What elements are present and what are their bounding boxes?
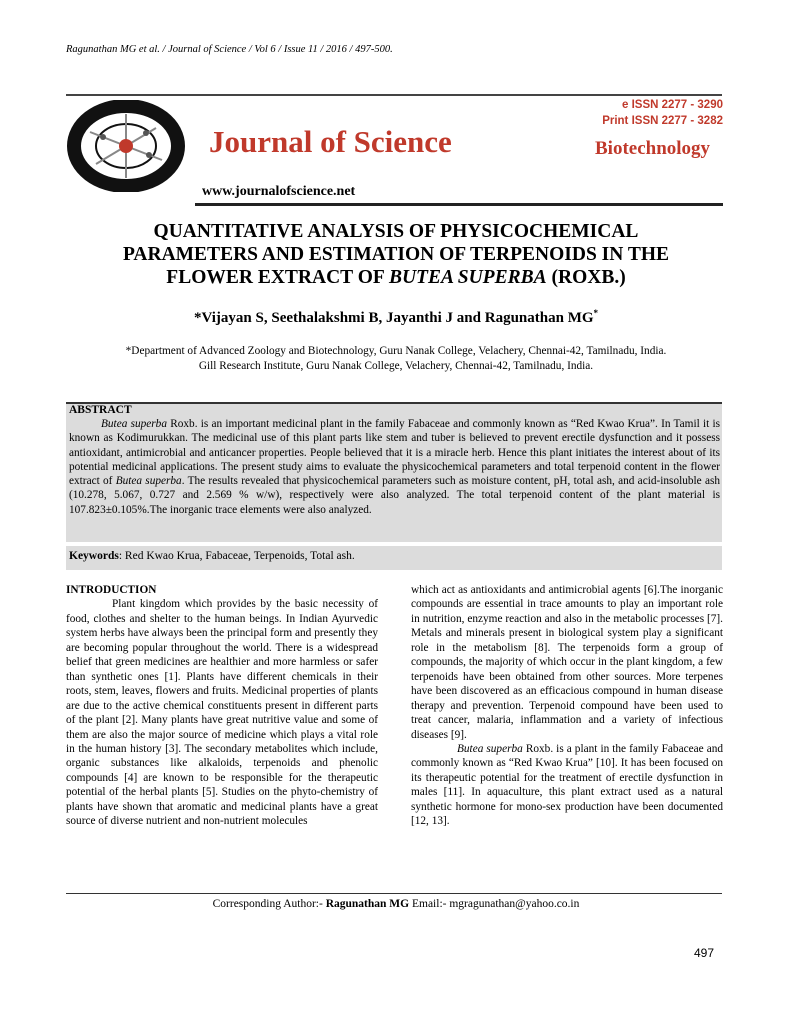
journal-logo-icon xyxy=(66,100,186,192)
journal-subject: Biotechnology xyxy=(595,138,711,159)
abstract-text: Butea superba Roxb. is an important medicinal plant in the family Fabaceae and commonly known as “Red Kwao Krua”. In Tamil it is known as Kodimurukkan. The medicinal use of this plant parts like stem and tuber is believed to prevent erectile dysfunction and it possess antioxidant, antimicrobial and anticancer properties. People believed that it is a miracle herb. Hence this plant initiates the interest about of its potential medicinal applications. The present study aims to evaluate the physicochemical parameters and total terpenoid content in the flower extract of Butea superba. The results revealed that physicochemical parameters such as moisture content, pH, total ash, and acid-insoluble ash (10.278, 5.067, 0.727 and 2.569 % w/w), respectively were also analyzed. The total terpenoid content of the plant material is 107.823±0.105%.The inorganic trace elements were also analyzed. xyxy=(69,418,721,516)
right-column xyxy=(411,583,723,829)
affiliation: *Department of Advanced Zoology and Biotechnology, Guru Nanak College, Velachery, Chennai-42, Tamilnadu, India. xyxy=(125,345,667,357)
page-number: 497 xyxy=(694,946,715,960)
section-heading: INTRODUCTION xyxy=(66,584,157,596)
journal-title: Journal of Science xyxy=(209,124,452,159)
left-column xyxy=(66,583,378,829)
affiliations xyxy=(60,344,732,374)
abstract-heading: ABSTRACT xyxy=(69,404,132,416)
title-line: PARAMETERS AND ESTIMATION OF TERPENOIDS IN THE xyxy=(122,244,670,265)
paragraph: Plant kingdom which provides by the basic necessity of food, clothes and shelter to the human beings. In Indian Ayurvedic system herbs have always been the principal form and presently they are becoming popular throughout the world. There is a widespread belief that green medicines are healthier and more harmless or safer than synthetic ones [1]. Plants have different chemicals in their roots, stem, leaves, flowers and fruits. Medicinal properties of plants are due to the active chemical constituents present in different parts of the plant [2]. Many plants have great nutritive value and some of them are also the major source of medicine which plays a vital role in the human history [3]. The secondary metabolites which include, organic substances like alkaloids, terpenoids and phenolic compounds [4] are known to be responsible for the therapeutic potential of the herbal plants [5]. Studies on the phyto-chemistry of plants have shown that aromatic and medicinal plants have a great source of diverse nutrient and non-nutrient molecules xyxy=(66,598,378,828)
print-issn: Print ISSN 2277 - 3282 xyxy=(602,115,723,127)
header-rule xyxy=(66,94,722,96)
site-rule xyxy=(195,203,723,206)
affiliation: Gill Research Institute, Guru Nanak College, Velachery, Chennai-42, Tamilnadu, India. xyxy=(198,360,594,372)
author-mark: * xyxy=(593,308,599,318)
journal-website[interactable]: www.journalofscience.net xyxy=(202,184,356,199)
corresponding-author: Corresponding Author:- Ragunathan MG Email:- mgragunathan@yahoo.co.in xyxy=(212,898,580,910)
paragraph: Butea superba Roxb. is a plant in the family Fabaceae and commonly known as “Red Kwao Krua” [10]. It has been focused on its therapeutic potential for the treatment of erectile dysfunction in males [11]. In aquaculture, this plant extract used as a natural synthetic hormone for mono-sex production have been documented [12, 13]. xyxy=(411,742,724,828)
authors: *Vijayan S, Seethalakshmi B, Jayanthi J and Ragunathan MG* xyxy=(193,308,599,326)
footer-rule xyxy=(66,893,722,894)
article-title xyxy=(60,220,732,289)
title-line: QUANTITATIVE ANALYSIS OF PHYSICOCHEMICAL xyxy=(153,221,639,242)
keywords: Keywords: Red Kwao Krua, Fabaceae, Terpenoids, Total ash. xyxy=(69,550,355,562)
title-species: BUTEA SUPERBA xyxy=(388,267,547,288)
eissn: e ISSN 2277 - 3290 xyxy=(621,99,723,111)
running-head: Ragunathan MG et al. / Journal of Science / Vol 6 / Issue 11 / 2016 / 497-500. xyxy=(66,44,393,55)
title-line: FLOWER EXTRACT OF BUTEA SUPERBA (ROXB.) xyxy=(166,267,626,288)
paragraph: which act as antioxidants and antimicrobial agents [6].The inorganic compounds are essential in trace amounts to play an important role in nutrition, enzyme reaction and also in the metabolic processes [7]. Metals and minerals present in biological system play a significant role in the metabolism [8]. The terpenoids form a group of compounds, the majority of which occur in the plant kingdom, a few terpenoids have been obtained from other sources. More terpenes have been discovered as an efficacious compound in human disease therapy and prevention. Terpenoid compound have been used to treat cancer, malaria, inflammation and a variety of infectious diseases [9]. xyxy=(411,584,723,741)
